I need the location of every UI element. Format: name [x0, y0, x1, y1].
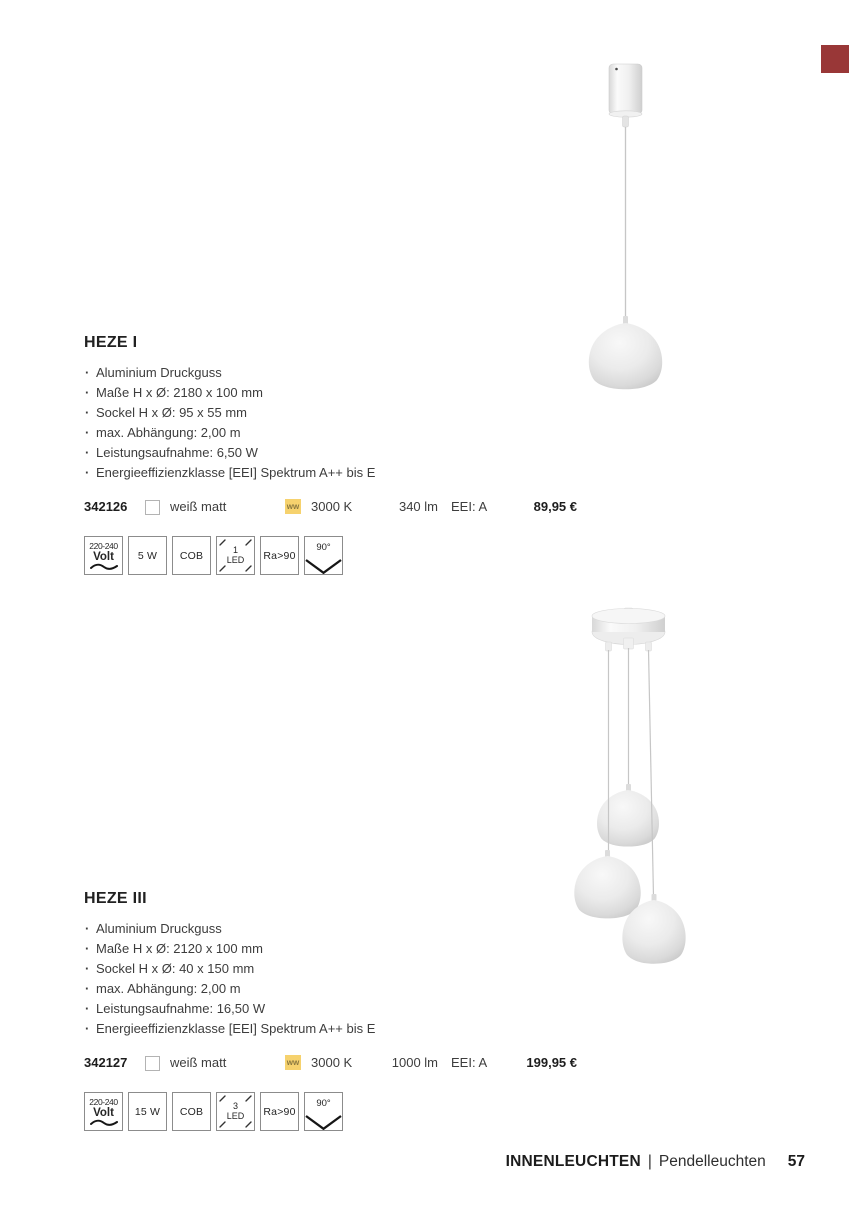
color-temperature: 3000 K: [311, 1055, 353, 1070]
article-number: 342127: [84, 1055, 128, 1070]
finish-label: weiß matt: [170, 1055, 227, 1070]
led-count-icon: 3 LED: [216, 1092, 255, 1131]
wattage-icon: 5 W: [128, 536, 167, 575]
beam-angle-icon: 90°: [304, 536, 343, 575]
footer-subcategory: Pendelleuchten: [658, 1153, 766, 1170]
footer-separator: |: [647, 1153, 652, 1170]
luminous-flux: 1000 lm: [391, 1055, 438, 1070]
cob-led-icon: COB: [172, 1092, 211, 1131]
tech-icon-row: [84, 1092, 343, 1131]
warm-white-badge: ww: [285, 499, 301, 514]
cri-icon: Ra>90: [260, 1092, 299, 1131]
spec-item: · Energieeffizienzklasse [EEI] Spektrum A++ bis E: [84, 1019, 375, 1039]
product-section-heze-i: [0, 334, 850, 594]
spec-item: · Leistungsaufnahme: 6,50 W: [84, 443, 375, 463]
color-temperature: 3000 K: [311, 499, 353, 514]
article-row: [84, 499, 850, 516]
voltage-icon: 220-240 Volt: [84, 1092, 123, 1131]
article-number: 342126: [84, 499, 128, 514]
page-footer: [506, 1153, 805, 1171]
price: 89,95 €: [533, 499, 577, 514]
product-section-heze-iii: [0, 890, 850, 1150]
spec-list: [84, 363, 375, 483]
spec-item: · Energieeffizienzklasse [EEI] Spektrum A++ bis E: [84, 463, 375, 483]
sine-wave-icon: [90, 563, 118, 571]
spec-item: · max. Abhängung: 2,00 m: [84, 979, 375, 999]
beam-angle-icon: 90°: [304, 1092, 343, 1131]
led-count-icon: 1 LED: [216, 536, 255, 575]
screw-ticks-icon: [217, 1093, 254, 1130]
spec-item: · Aluminium Druckguss: [84, 919, 375, 939]
eei-class: EEI: A: [451, 499, 488, 514]
footer-category: INNENLEUCHTEN: [505, 1153, 641, 1170]
beam-angle-v-icon: [305, 559, 342, 574]
color-swatch-white: [145, 500, 160, 515]
sine-wave-icon: [90, 1119, 118, 1127]
spec-item: · Maße H x Ø: 2120 x 100 mm: [84, 939, 375, 959]
spec-item: · Maße H x Ø: 2180 x 100 mm: [84, 383, 375, 403]
color-swatch-white: [145, 1056, 160, 1071]
spec-item: · Sockel H x Ø: 95 x 55 mm: [84, 403, 375, 423]
spec-item: · max. Abhängung: 2,00 m: [84, 423, 375, 443]
voltage-icon: 220-240 Volt: [84, 536, 123, 575]
warm-white-badge: ww: [285, 1055, 301, 1070]
product-title: HEZE III: [84, 890, 147, 907]
wattage-icon: 15 W: [128, 1092, 167, 1131]
cri-icon: Ra>90: [260, 536, 299, 575]
spec-list: [84, 919, 375, 1039]
product-title: HEZE I: [84, 334, 138, 351]
page-corner-accent: [821, 45, 849, 73]
spec-item: · Sockel H x Ø: 40 x 150 mm: [84, 959, 375, 979]
screw-ticks-icon: [217, 537, 254, 574]
beam-angle-v-icon: [305, 1115, 342, 1130]
eei-class: EEI: A: [451, 1055, 488, 1070]
price: 199,95 €: [526, 1055, 577, 1070]
luminous-flux: 340 lm: [398, 499, 438, 514]
tech-icon-row: [84, 536, 343, 575]
article-row: [84, 1055, 850, 1072]
spec-item: · Aluminium Druckguss: [84, 363, 375, 383]
cob-led-icon: COB: [172, 536, 211, 575]
page-number: 57: [787, 1153, 805, 1170]
finish-label: weiß matt: [170, 499, 227, 514]
spec-item: · Leistungsaufnahme: 16,50 W: [84, 999, 375, 1019]
